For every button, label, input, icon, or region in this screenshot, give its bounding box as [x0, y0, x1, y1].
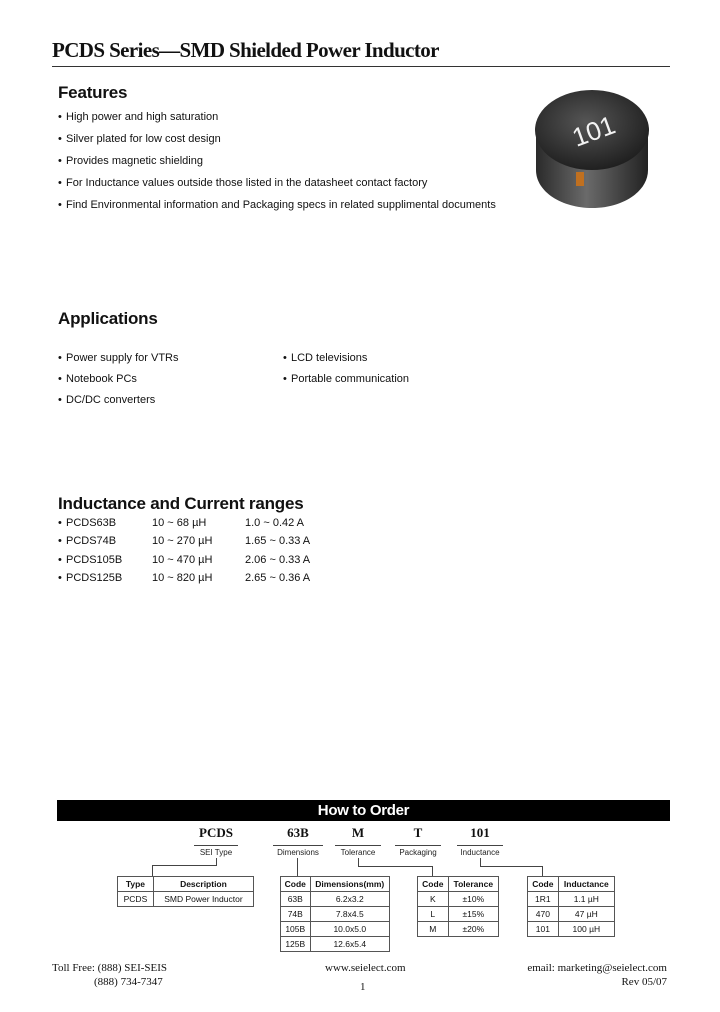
code-label-inductance: Inductance: [460, 848, 500, 857]
list-item: • Notebook PCs: [58, 373, 137, 385]
code-underline: [395, 845, 441, 846]
connector-line: [480, 858, 481, 866]
column-header: Code: [281, 877, 311, 892]
code-underline: [457, 845, 503, 846]
ranges-heading: Inductance and Current ranges: [58, 494, 304, 513]
table-row: 74B 7.8x4.5: [281, 907, 390, 922]
features-heading: Features: [58, 83, 128, 102]
table-row: 63B 6.2x3.2: [281, 892, 390, 907]
footer-phone: (888) 734-7347: [94, 976, 163, 988]
column-header: Code: [418, 877, 449, 892]
dimensions-table: [280, 876, 390, 952]
table-row: 125B 12.6x5.4: [281, 937, 390, 952]
column-header: Inductance: [558, 877, 614, 892]
inductance-table: [527, 876, 615, 937]
footer-revision: Rev 05/07: [621, 976, 667, 988]
list-item: • Silver plated for low cost design: [58, 133, 221, 145]
title-rule: [52, 66, 670, 67]
column-header: Tolerance: [448, 877, 498, 892]
applications-list-left: [58, 351, 178, 414]
component-marking: 101: [568, 109, 620, 153]
connector-line: [542, 866, 543, 876]
code-underline: [273, 845, 323, 846]
list-item: • DC/DC converters: [58, 394, 156, 406]
connector-line: [480, 866, 542, 867]
terminal-lead: [576, 172, 584, 186]
table-row: 1R1 1.1 µH: [528, 892, 615, 907]
tolerance-table: [417, 876, 499, 937]
column-header: Dimensions(mm): [310, 877, 389, 892]
list-item: • High power and high saturation: [58, 111, 219, 123]
code-part-packaging: T: [413, 825, 423, 840]
column-header: Code: [528, 877, 559, 892]
list-item: • LCD televisions: [283, 352, 368, 364]
column-header: Type: [118, 877, 154, 892]
table-row: 105B 10.0x5.0: [281, 922, 390, 937]
code-label-packaging: Packaging: [399, 848, 437, 857]
footer-toll-free: Toll Free: (888) SEI-SEIS: [52, 962, 168, 974]
code-label-sei-type: SEI Type: [199, 848, 233, 857]
code-label-dimensions: Dimensions: [277, 848, 319, 857]
table-row: K ±10%: [418, 892, 499, 907]
connector-line: [297, 858, 298, 876]
connector-line: [358, 866, 432, 867]
connector-line: [152, 865, 217, 866]
table-row: M ±20%: [418, 922, 499, 937]
code-part-inductance: 101: [470, 825, 490, 840]
connector-line: [432, 866, 433, 876]
list-item: • Find Environmental information and Packaging specs in related supplimental documents: [58, 199, 496, 211]
footer-email[interactable]: email: marketing@seielect.com: [527, 962, 667, 974]
column-header: Description: [153, 877, 253, 892]
footer-website[interactable]: www.seielect.com: [325, 962, 406, 974]
type-table: [117, 876, 254, 907]
applications-heading: Applications: [58, 309, 158, 328]
connector-line: [216, 858, 217, 865]
code-part-tolerance: M: [351, 825, 365, 840]
list-item: • Portable communication: [283, 373, 410, 385]
connector-line: [152, 865, 153, 876]
code-label-tolerance: Tolerance: [340, 848, 376, 857]
code-underline: [335, 845, 381, 846]
code-part-type: PCDS: [199, 825, 233, 840]
features-list: [58, 110, 496, 220]
applications-list-right: [283, 351, 409, 393]
list-item: • Power supply for VTRs: [58, 352, 179, 364]
how-to-order-heading: How to Order: [57, 800, 670, 821]
inductor-component-image: [522, 80, 668, 218]
code-part-dimensions: 63B: [287, 825, 309, 840]
table-row: PCDS SMD Power Inductor: [118, 892, 254, 907]
table-row: 101 100 µH: [528, 922, 615, 937]
page-title: PCDS Series—SMD Shielded Power Inductor: [52, 38, 439, 62]
list-item: • Provides magnetic shielding: [58, 155, 203, 167]
code-underline: [194, 845, 238, 846]
footer-page-number: 1: [360, 981, 366, 993]
list-item: • For Inductance values outside those listed in the datasheet contact factory: [58, 177, 428, 189]
table-row: 470 47 µH: [528, 907, 615, 922]
table-row: L ±15%: [418, 907, 499, 922]
connector-line: [358, 858, 359, 866]
